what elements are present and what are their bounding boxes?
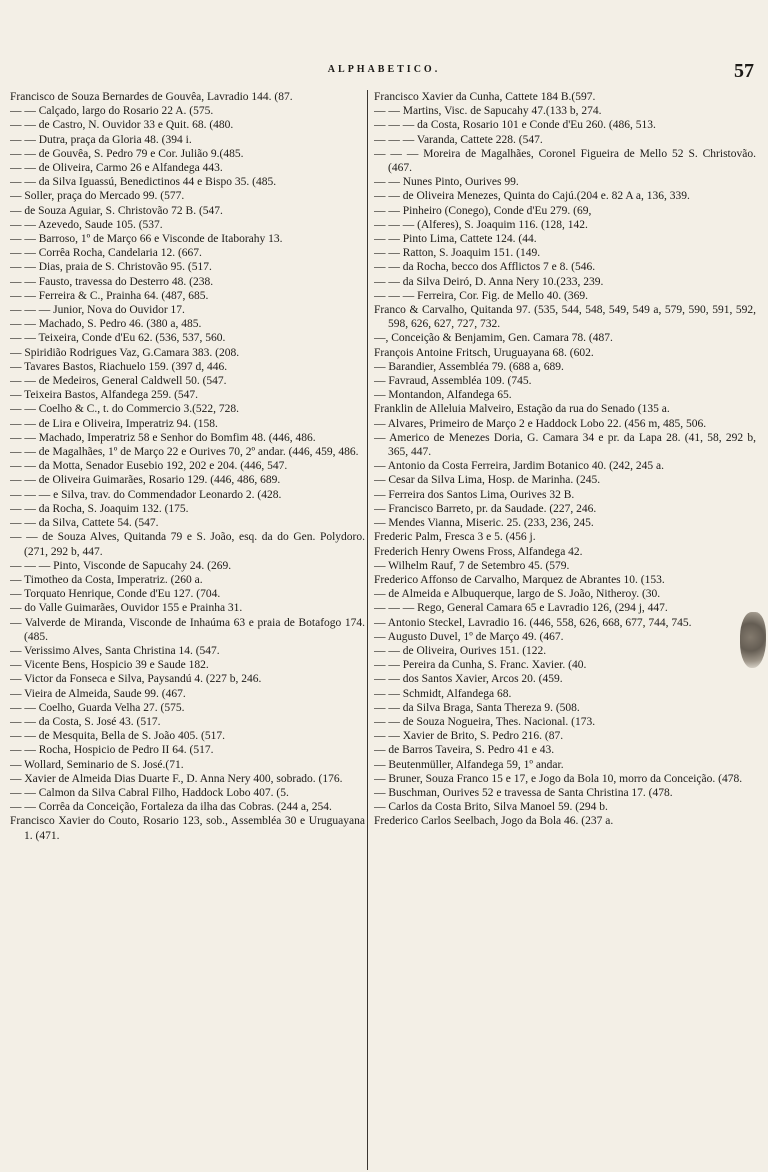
directory-entry: — Ferreira dos Santos Lima, Ourives 32 B. xyxy=(374,488,575,501)
directory-entry: — Augusto Duvel, 1º de Março 49. (467. xyxy=(374,630,564,643)
directory-entry: — Teixeira Bastos, Alfandega 259. (547. xyxy=(10,389,199,402)
directory-entry: — do Valle Guimarães, Ouvidor 155 e Prainha 31. xyxy=(10,602,243,615)
directory-entry: — — da Rocha, becco dos Afflictos 7 e 8. (546. xyxy=(374,261,596,274)
directory-entry: — — Pinheiro (Conego), Conde d'Eu 279. (69, xyxy=(374,204,592,217)
directory-entry: — — de Oliveira Guimarães, Rosario 129. (446, 486, 689. xyxy=(10,474,281,487)
column-divider xyxy=(367,90,368,1170)
directory-entry: — — de Souza Alves, Quitanda 79 e S. João, esq. da do Gen. Polydoro. (271, 292 b, 447. xyxy=(10,531,365,558)
left-column xyxy=(10,90,365,1170)
directory-entry: — — — Pinto, Visconde de Sapucahy 24. (269. xyxy=(10,559,232,572)
directory-entry: — Antonio Steckel, Lavradio 16. (446, 558, 626, 668, 677, 744, 745. xyxy=(374,616,692,629)
page-header xyxy=(0,62,768,84)
directory-entry: — — — Varanda, Cattete 228. (547. xyxy=(374,133,543,146)
directory-entry: — — da Silva Braga, Santa Thereza 9. (508. xyxy=(374,701,580,714)
directory-entry: — — de Gouvêa, S. Pedro 79 e Cor. Julião 9.(485. xyxy=(10,147,244,160)
directory-entry: Frederico Affonso de Carvalho, Marquez de Abrantes 10. (153. xyxy=(374,573,665,586)
directory-entry: Franklin de Alleluia Malveiro, Estação da rua do Senado (135 a. xyxy=(374,403,670,416)
directory-entry: — Americo de Menezes Doria, G. Camara 34 e pr. da Lapa 28. (41, 58, 292 b, 365, 447. xyxy=(374,431,756,459)
directory-entry: — Timotheo da Costa, Imperatriz. (260 a. xyxy=(10,573,203,586)
directory-entry: Francisco de Souza Bernardes de Gouvêa, Lavradio 144. (87. xyxy=(10,91,293,103)
directory-entry: — — — Junior, Nova do Ouvidor 17. xyxy=(10,304,185,317)
directory-entry: — Barandier, Assembléa 79. (688 a, 689. xyxy=(374,360,564,373)
directory-entry: — — de Magalhães, 1º de Março 22 e Ourives 70, 2º andar. (446, 459, 486. xyxy=(10,446,359,459)
directory-entry: — Wollard, Seminario de S. José.(71. xyxy=(10,758,184,771)
directory-entry: — — — (Alferes), S. Joaquim 116. (128, 142. xyxy=(374,218,588,231)
directory-entry: — de Souza Aguiar, S. Christovão 72 B. (547. xyxy=(10,204,223,217)
directory-entry: — Carlos da Costa Brito, Silva Manoel 59. (294 b. xyxy=(374,801,608,814)
directory-entry: — — da Silva, Cattete 54. (547. xyxy=(10,517,159,530)
directory-entry: — — de Mesquita, Bella de S. João 405. (517. xyxy=(10,730,225,743)
directory-entry: — — dos Santos Xavier, Arcos 20. (459. xyxy=(374,673,563,686)
directory-entry: — — Azevedo, Saude 105. (537. xyxy=(10,218,163,231)
directory-entry: — Buschman, Ourives 52 e travessa de Santa Christina 17. (478. xyxy=(374,786,673,799)
paper-stain xyxy=(740,612,766,668)
directory-entry: — — de Oliveira, Ourives 151. (122. xyxy=(374,644,547,657)
directory-entry: — — Martins, Visc. de Sapucahy 47.(133 b, 274. xyxy=(374,105,602,118)
directory-entry: — — Xavier de Brito, S. Pedro 216. (87. xyxy=(374,730,564,743)
directory-entry: — Vieira de Almeida, Saude 99. (467. xyxy=(10,687,186,700)
directory-entry: — Spiridião Rodrigues Vaz, G.Camara 383. (208. xyxy=(10,346,240,359)
directory-entry: François Antoine Fritsch, Uruguayana 68. (602. xyxy=(374,346,594,359)
directory-entry: — — Machado, Imperatriz 58 e Senhor do Bomfim 48. (446, 486. xyxy=(10,431,316,444)
directory-entry: — Torquato Henrique, Conde d'Eu 127. (704. xyxy=(10,588,221,601)
directory-entry: — — Calmon da Silva Cabral Filho, Haddock Lobo 407. (5. xyxy=(10,786,289,799)
directory-entry: Frederich Henry Owens Fross, Alfandega 42. xyxy=(374,545,583,558)
directory-entry: — Vicente Bens, Hospicio 39 e Saude 182. xyxy=(10,659,209,672)
directory-entry: — — Machado, S. Pedro 46. (380 a, 485. xyxy=(10,318,202,331)
directory-entry: — Verissimo Alves, Santa Christina 14. (547. xyxy=(10,644,220,657)
directory-entry: — — da Rocha, S. Joaquim 132. (175. xyxy=(10,502,189,515)
directory-entry: — — — Ferreira, Cor. Fig. de Mello 40. (369. xyxy=(374,289,589,302)
directory-entry: — Montandon, Alfandega 65. xyxy=(374,389,512,402)
directory-entry: — — da Silva Deiró, D. Anna Nery 10.(233, 239. xyxy=(374,275,604,288)
directory-entry: — Cesar da Silva Lima, Hosp. de Marinha. (245. xyxy=(374,474,601,487)
directory-entry: — — da Silva Iguassú, Benedictinos 44 e Bispo 35. (485. xyxy=(10,176,277,189)
directory-entry: — — Pereira da Cunha, S. Franc. Xavier. (40. xyxy=(374,659,587,672)
page-number: 57 xyxy=(734,60,754,82)
directory-entry: — — — Moreira de Magalhães, Coronel Figueira de Mello 52 S. Christovão. (467. xyxy=(374,147,756,175)
directory-entry: Francisco Xavier da Cunha, Cattete 184 B.(597. xyxy=(374,91,596,103)
directory-entry: — — Teixeira, Conde d'Eu 62. (536, 537, 560. xyxy=(10,332,226,345)
directory-entry: — — Dias, praia de S. Christovão 95. (517. xyxy=(10,261,212,274)
directory-entry: — Favraud, Assembléa 109. (745. xyxy=(374,375,532,388)
directory-entry: — — de Lira e Oliveira, Imperatriz 94. (158. xyxy=(10,417,218,430)
directory-entry: — — — e Silva, trav. do Commendador Leonardo 2. (428. xyxy=(10,488,282,501)
directory-entry: Frederic Palm, Fresca 3 e 5. (456 j. xyxy=(374,531,536,544)
directory-entry: — — da Costa, S. José 43. (517. xyxy=(10,715,161,728)
directory-entry: —, Conceição & Benjamim, Gen. Camara 78. (487. xyxy=(374,332,613,345)
directory-entry: — Xavier de Almeida Dias Duarte F., D. Anna Nery 400, sobrado. (176. xyxy=(10,772,343,785)
directory-entry: — — de Oliveira, Carmo 26 e Alfandega 443. xyxy=(10,162,223,175)
directory-entry: — Beutenmüller, Alfandega 59, 1º andar. xyxy=(374,758,564,771)
directory-entry: — — Schmidt, Alfandega 68. xyxy=(374,687,512,700)
directory-entry: — — de Souza Nogueira, Thes. Nacional. (173. xyxy=(374,715,596,728)
directory-entry: — — Calçado, largo do Rosario 22 A. (575. xyxy=(10,105,214,118)
directory-entry: — — Corrêa da Conceição, Fortaleza da ilha das Cobras. (244 a, 254. xyxy=(10,801,332,814)
directory-entry: — — Pinto Lima, Cattete 124. (44. xyxy=(374,233,537,246)
directory-entry: — Antonio da Costa Ferreira, Jardim Botanico 40. (242, 245 a. xyxy=(374,460,665,473)
directory-entry: — Victor da Fonseca e Silva, Paysandú 4. (227 b, 246. xyxy=(10,673,262,686)
directory-entry: — Valverde de Miranda, Visconde de Inhaúma 63 e praia de Botafogo 174. (485. xyxy=(10,616,365,643)
directory-entry: Franco & Carvalho, Quitanda 97. (535, 544, 548, 549, 549 a, 579, 590, 591, 592, 598, 626, 627, 727, 732. xyxy=(374,304,756,331)
directory-entry: Francisco Xavier do Couto, Rosario 123, sob., Assembléa 30 e Uruguayana 1. (471. xyxy=(10,815,365,842)
running-title: ALPHABETICO. xyxy=(327,64,441,75)
directory-entry: — — Coelho, Guarda Velha 27. (575. xyxy=(10,701,185,714)
directory-entry: — de Almeida e Albuquerque, largo de S. João, Nitheroy. (30. xyxy=(374,588,661,601)
directory-entry: — de Barros Taveira, S. Pedro 41 e 43. xyxy=(374,744,555,757)
directory-entry: — Alvares, Primeiro de Março 2 e Haddock Lobo 22. (456 m, 485, 506. xyxy=(374,417,707,430)
directory-entry: — — de Medeiros, General Caldwell 50. (547. xyxy=(10,375,227,388)
directory-entry: — Wilhelm Rauf, 7 de Setembro 45. (579. xyxy=(374,559,570,572)
directory-entry: — Francisco Barreto, pr. da Saudade. (227, 246. xyxy=(374,502,597,515)
directory-entry: — — Nunes Pinto, Ourives 99. xyxy=(374,176,519,189)
directory-entry: — Tavares Bastos, Riachuelo 159. (397 d, 446. xyxy=(10,360,228,373)
directory-entry: — — Corrêa Rocha, Candelaria 12. (667. xyxy=(10,247,202,260)
directory-entry: — — Fausto, travessa do Desterro 48. (238. xyxy=(10,275,214,288)
directory-entry: — — — Rego, General Camara 65 e Lavradio 126, (294 j, 447. xyxy=(374,602,668,615)
directory-entry: — — de Castro, N. Ouvidor 33 e Quit. 68. (480. xyxy=(10,119,234,132)
directory-entry: — Mendes Vianna, Miseric. 25. (233, 236, 245. xyxy=(374,517,594,530)
directory-entry: — — Coelho & C., t. do Commercio 3.(522, 728. xyxy=(10,403,240,416)
directory-entry: — — — da Costa, Rosario 101 e Conde d'Eu 260. (486, 513. xyxy=(374,119,656,132)
directory-entry: — — Rocha, Hospicio de Pedro II 64. (517. xyxy=(10,744,214,757)
directory-entry: Frederico Carlos Seelbach, Jogo da Bola 46. (237 a. xyxy=(374,815,614,828)
directory-entry: — — Barroso, 1º de Março 66 e Visconde de Itaborahy 13. xyxy=(10,233,283,246)
directory-entry: — — Ratton, S. Joaquim 151. (149. xyxy=(374,247,541,260)
directory-entry: — — da Motta, Senador Eusebio 192, 202 e 204. (446, 547. xyxy=(10,460,288,473)
directory-entry: — — de Oliveira Menezes, Quinta do Cajú.(204 e. 82 A a, 136, 339. xyxy=(374,190,690,203)
directory-entry: — Soller, praça do Mercado 99. (577. xyxy=(10,190,185,203)
directory-entry: — — Ferreira & C., Prainha 64. (487, 685. xyxy=(10,289,209,302)
right-column xyxy=(374,90,756,1170)
directory-entry: — — Dutra, praça da Gloria 48. (394 i. xyxy=(10,133,192,146)
directory-entry: — Bruner, Souza Franco 15 e 17, e Jogo da Bola 10, morro da Conceição. (478. xyxy=(374,772,743,785)
